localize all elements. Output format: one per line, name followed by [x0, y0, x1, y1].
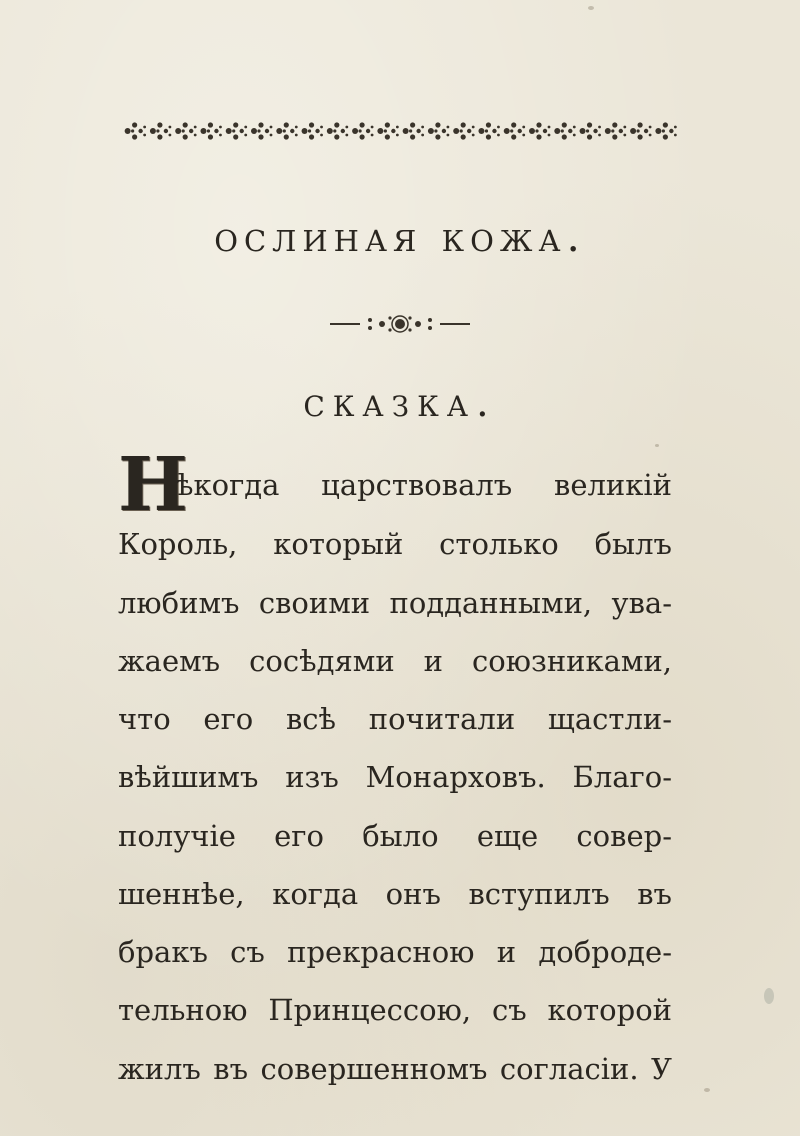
ornament-unit — [251, 122, 272, 139]
ornament-unit — [327, 122, 348, 139]
ornament-unit — [125, 122, 146, 139]
ornament-unit — [504, 122, 525, 139]
paper-spot — [588, 6, 594, 10]
ornament-unit — [175, 122, 196, 139]
page-subtitle: сказка. — [303, 380, 497, 426]
ornament-unit — [377, 122, 398, 139]
text-line: шеннѣе, когда онъ вступилъ въ — [118, 877, 672, 911]
ornament-unit — [529, 122, 550, 139]
ornament-unit — [403, 122, 424, 139]
text-line: ѣкогда царствовалъ великiй — [176, 468, 672, 502]
text-line: получiе его было еще совер- — [118, 819, 672, 853]
text-line: что его всѣ почитали щастли- — [118, 702, 672, 736]
ornament-unit — [200, 122, 221, 139]
ornament-unit — [453, 122, 474, 139]
text-line: Король, который столько былъ — [118, 527, 672, 561]
page-title: ослиная кожа. — [214, 212, 586, 261]
text-line: вѣйшимъ изъ Монарховъ. Благо- — [118, 760, 672, 794]
paper-spot — [764, 988, 774, 1004]
ornament-unit — [478, 122, 499, 139]
ornament-unit — [302, 122, 323, 139]
paper-spot — [704, 1088, 710, 1092]
floral-divider-icon — [330, 314, 470, 334]
ornament-unit — [428, 122, 449, 139]
drop-cap: Н — [118, 442, 188, 528]
paper-spot — [655, 444, 659, 447]
text-line: жаемъ сосѣдями и союзниками, — [118, 644, 672, 678]
text-line: бракъ съ прекрасною и доброде- — [118, 935, 672, 969]
floral-border-icon — [122, 118, 678, 144]
ornament-unit — [580, 122, 601, 139]
text-line: любимъ своими подданными, ува- — [118, 586, 672, 620]
ornament-unit — [352, 122, 373, 139]
ornament-unit — [554, 122, 575, 139]
ornament-unit — [630, 122, 651, 139]
text-line: жилъ въ совершенномъ согласiи. У — [118, 1052, 672, 1086]
ornament-unit — [276, 122, 297, 139]
ornament-unit — [226, 122, 247, 139]
ornament-unit — [605, 122, 626, 139]
ornament-unit — [150, 122, 171, 139]
text-line: тельною Принцессою, съ которой — [118, 993, 672, 1027]
ornament-unit — [655, 122, 676, 139]
